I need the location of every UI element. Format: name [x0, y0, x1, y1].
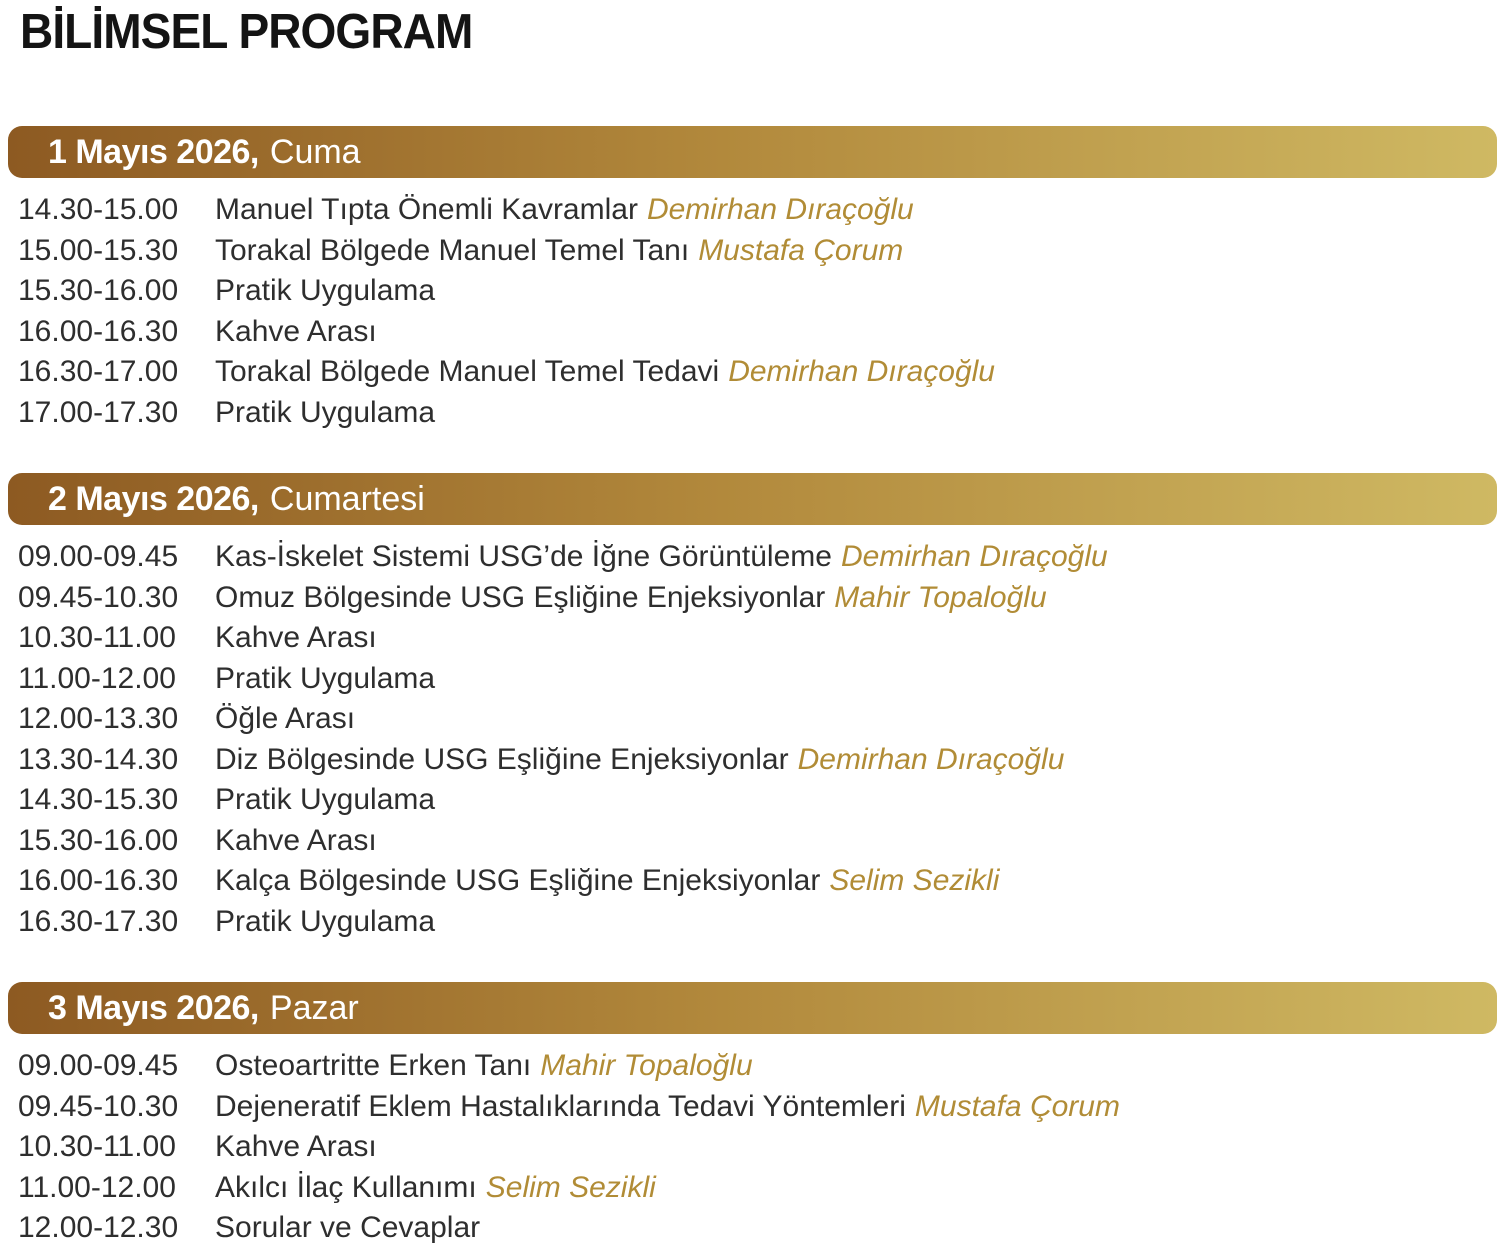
- day-header-bar: [8, 126, 1497, 178]
- session-speaker: Demirhan Dıraçoğlu: [728, 355, 995, 388]
- session-title: Osteoartritte Erken Tanı: [215, 1049, 532, 1082]
- session-time: 16.00-16.30: [18, 864, 179, 897]
- session-title: Kahve Arası: [215, 621, 377, 654]
- session-speaker: Mustafa Çorum: [914, 1089, 1120, 1123]
- session-time: 10.30-11.00: [18, 621, 176, 654]
- session-row: [18, 659, 1500, 700]
- session-row: [18, 537, 1500, 578]
- session-row: [18, 352, 1500, 393]
- day-header-bar: [8, 982, 1497, 1034]
- session-row: [18, 821, 1500, 862]
- session-time: 15.30-16.00: [18, 274, 179, 307]
- session-title: Öğle Arası: [215, 702, 356, 735]
- session-time: 15.30-16.00: [18, 823, 179, 857]
- session-time: 12.00-12.30: [18, 1211, 179, 1244]
- session-list: [0, 537, 1500, 942]
- session-speaker: Demirhan Dıraçoğlu: [840, 540, 1108, 573]
- session-time: 09.00-09.45: [18, 1049, 179, 1082]
- session-title: Pratik Uygulama: [215, 783, 436, 816]
- day-date: 3 Mayıs 2026,: [48, 988, 259, 1027]
- session-time: 09.45-10.30: [18, 580, 179, 614]
- session-title: Kahve Arası: [215, 823, 377, 857]
- session-row: [18, 1127, 1500, 1168]
- session-speaker: Demirhan Dıraçoğlu: [646, 193, 914, 226]
- session-time: 11.00-12.00: [18, 661, 176, 695]
- session-row: [18, 1046, 1500, 1087]
- day-header-bar: [8, 473, 1497, 525]
- session-row: [18, 618, 1500, 659]
- session-time: 14.30-15.00: [18, 193, 179, 226]
- session-time: 16.30-17.00: [18, 355, 179, 388]
- session-time: 09.45-10.30: [18, 1089, 179, 1123]
- session-title: Dejeneratif Eklem Hastalıklarında Tedavi Yöntemleri: [215, 1089, 906, 1123]
- session-title: Manuel Tıpta Önemli Kavramlar: [215, 193, 638, 226]
- session-time: 11.00-12.00: [18, 1170, 176, 1204]
- program-days: [0, 126, 1500, 1246]
- session-list: [0, 1046, 1500, 1246]
- session-row: [18, 578, 1500, 619]
- session-title: Torakal Bölgede Manuel Temel Tanı: [215, 233, 690, 267]
- session-time: 16.30-17.30: [18, 904, 179, 938]
- session-time: 10.30-11.00: [18, 1130, 176, 1163]
- session-row: [18, 699, 1500, 740]
- session-speaker: Mustafa Çorum: [698, 233, 904, 267]
- session-title: Pratik Uygulama: [215, 904, 436, 938]
- session-title: Pratik Uygulama: [215, 274, 436, 307]
- session-speaker: Selim Sezikli: [829, 864, 1000, 897]
- session-time: 17.00-17.30: [18, 395, 179, 429]
- session-title: Akılcı İlaç Kullanımı: [215, 1170, 477, 1204]
- session-time: 13.30-14.30: [18, 742, 179, 776]
- session-row: [18, 393, 1500, 434]
- session-title: Kahve Arası: [215, 1130, 377, 1163]
- session-row: [18, 780, 1500, 821]
- session-title: Pratik Uygulama: [215, 395, 436, 429]
- session-row: [18, 1087, 1500, 1128]
- session-title: Omuz Bölgesinde USG Eşliğine Enjeksiyonlar: [215, 580, 826, 614]
- session-row: [18, 1168, 1500, 1209]
- session-time: 15.00-15.30: [18, 233, 179, 267]
- page-title: BİLİMSEL PROGRAM: [20, 5, 473, 59]
- session-time: 14.30-15.30: [18, 783, 179, 816]
- session-title: Sorular ve Cevaplar: [215, 1211, 481, 1244]
- day-section: [0, 126, 1500, 433]
- session-row: [18, 740, 1500, 781]
- session-title: Kahve Arası: [215, 314, 377, 348]
- session-row: [18, 1208, 1500, 1246]
- session-speaker: Selim Sezikli: [485, 1170, 656, 1204]
- session-row: [18, 312, 1500, 353]
- session-row: [18, 861, 1500, 902]
- day-date: 2 Mayıs 2026,: [48, 479, 259, 518]
- day-section: [0, 473, 1500, 942]
- day-date: 1 Mayıs 2026,: [48, 132, 259, 171]
- session-row: [18, 271, 1500, 312]
- session-title: Kas-İskelet Sistemi USG’de İğne Görüntüleme: [215, 540, 832, 573]
- session-row: [18, 231, 1500, 272]
- session-title: Kalça Bölgesinde USG Eşliğine Enjeksiyonlar: [215, 864, 821, 897]
- session-title: Pratik Uygulama: [215, 661, 436, 695]
- session-title: Torakal Bölgede Manuel Temel Tedavi: [215, 355, 720, 388]
- session-list: [0, 190, 1500, 433]
- session-row: [18, 190, 1500, 231]
- day-name: Pazar: [269, 988, 359, 1027]
- session-speaker: Mahir Topaloğlu: [540, 1049, 753, 1082]
- day-name: Cumartesi: [269, 479, 425, 518]
- session-speaker: Demirhan Dıraçoğlu: [797, 742, 1065, 776]
- session-row: [18, 902, 1500, 943]
- session-title: Diz Bölgesinde USG Eşliğine Enjeksiyonlar: [215, 742, 789, 776]
- day-name: Cuma: [269, 132, 361, 171]
- session-time: 09.00-09.45: [18, 540, 179, 573]
- day-section: [0, 982, 1500, 1246]
- session-time: 12.00-13.30: [18, 702, 179, 735]
- session-speaker: Mahir Topaloğlu: [834, 580, 1047, 614]
- session-time: 16.00-16.30: [18, 314, 179, 348]
